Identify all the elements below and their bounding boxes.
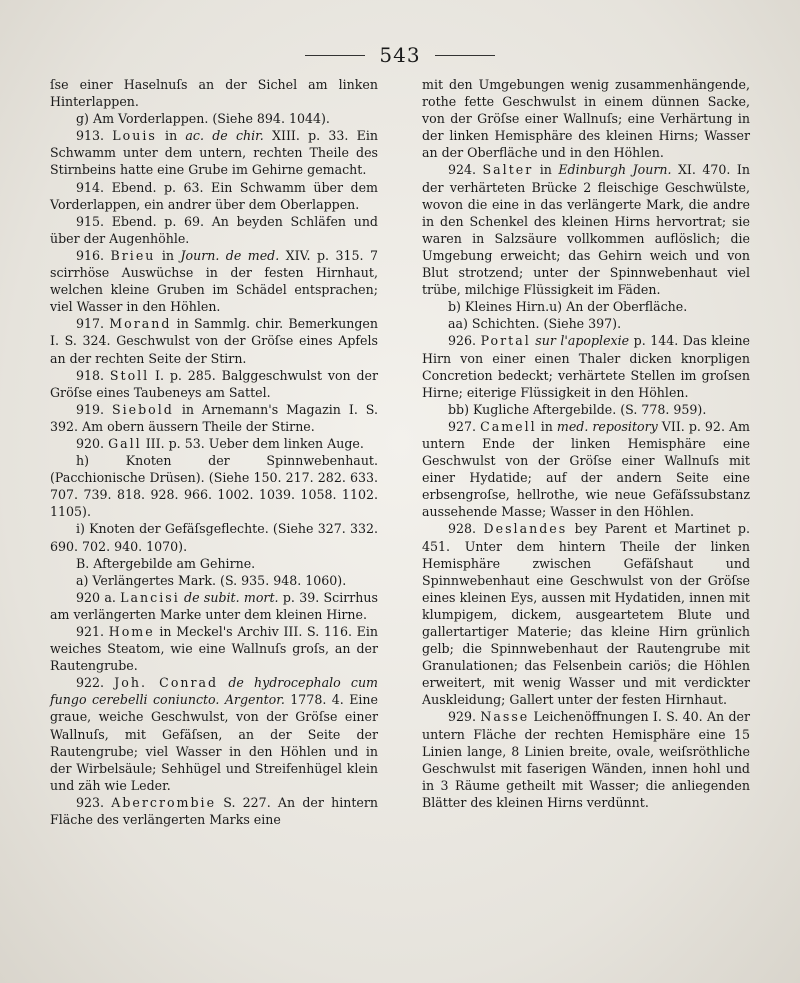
entry-author: Gall xyxy=(108,435,142,451)
entry-text: in xyxy=(155,247,181,263)
entry-paragraph xyxy=(50,127,378,178)
entry-citation: sur l'apoplexie xyxy=(535,333,630,349)
entry-paragraph xyxy=(50,589,378,623)
entry-author: Portal xyxy=(480,333,531,349)
entry-paragraph xyxy=(422,418,750,521)
entry-number: 921. xyxy=(76,624,105,639)
entry-text: in Meckel's Archiv III. S. 116. Ein weiches Steatom, wie eine Wallnuſs groſs, an der Rautengrube. xyxy=(50,624,378,674)
paragraph-text: h) Knoten der Spinnwebenhaut. (Pacchionische Drüsen). (Siehe 150. 217. 282. 633. 707. 739. 818. 928. 966. 1002. 1039. 1058. 1102. 1105). xyxy=(50,453,378,520)
entry-citation: med. repository xyxy=(556,418,658,434)
entry-number: 924. xyxy=(448,162,477,178)
entry-paragraph xyxy=(50,367,378,401)
entry-text: Ebend. p. 69. An beyden Schläfen und über der Augenhöhle. xyxy=(50,213,378,246)
section-heading xyxy=(422,315,750,332)
entry-text: I. p. 285. Balggeschwulst von der Gröſse eines Taubeneys am Sattel. xyxy=(50,367,378,400)
paragraph-text: mit den Umgebungen wenig zusammenhängende, rothe fette Geschwulst in einem dünnen Sacke, von der Gröſse einer Wallnuſs; eine Verhärtung in der linken Hemisphäre des kleinen Hirns; Wasser an der Oberfläche und in den Höhlen. xyxy=(422,77,750,161)
right-column xyxy=(422,76,750,811)
entry-author: Nasse xyxy=(480,709,530,725)
entry-number: 922. xyxy=(76,675,105,691)
continued-paragraph xyxy=(422,76,750,161)
entry-text: III. p. 53. Ueber dem linken Auge. xyxy=(141,435,364,451)
entry-author: Louis xyxy=(112,128,157,144)
entry-paragraph xyxy=(50,401,378,435)
entry-author: Siebold xyxy=(112,401,174,417)
paragraph-text: ſse einer Haselnuſs an der Sichel am linken Hinterlappen. xyxy=(50,77,378,110)
entry-citation: Journ. de med. xyxy=(180,247,280,263)
entry-number: 917. xyxy=(76,316,105,332)
entry-text: XIII. p. 33. Ein Schwamm unter dem untern, rechten Theile des Stirnbeins hatte eine Grube im Gehirne gemacht. xyxy=(50,128,378,178)
entry-author: Brieu xyxy=(110,247,156,263)
entry-text: Ebend. p. 63. Ein Schwamm über dem Vorderlappen, ein andrer über dem Oberlappen. xyxy=(50,179,378,212)
paragraph-text: i) Knoten der Gefäſsgeflechte. (Siehe 327. 332. 690. 702. 940. 1070). xyxy=(50,521,378,554)
entry-author: Deslandes xyxy=(483,521,568,537)
entry-text: in xyxy=(533,162,559,178)
paragraph-text: b) Kleines Hirn.u) An der Oberfläche. xyxy=(448,299,688,315)
entry-text: bey Parent et Martinet p. 451. Unter dem hintern Theile der linken Hemisphäre zwischen Gefäſshaut und Spinnwebenhaut eine Geschwulst von der Gröſse eines kleinen Eys, aussen mit Hydatiden, innen mit klumpigem, dickem, ausgeartetem Blute und gallertartiger Materie; das kleine Hirn grünlich gelb; die Spinnwebenhaut der Rautengrube mit Granulationen; das Felsenbein cariös; die Höhlen erweitert, mit wenig Wasser und mit verdickter Auskleidung; Gallert unter der festen Hirnhaut. xyxy=(422,521,750,708)
entry-number: 928. xyxy=(448,521,477,537)
entry-citation: de subit. mort. xyxy=(184,589,279,605)
entry-author: Camell xyxy=(480,418,537,434)
entry-number: 923. xyxy=(76,794,105,810)
entry-text: S. 227. An der hintern Fläche des verlängerten Marks eine xyxy=(50,794,378,828)
section-heading xyxy=(50,520,378,554)
entry-text: in Sammlg. chir. Bemerkungen I. S. 324. Geschwulst von der Gröſse eines Apfels an der rechten Seite der Stirn. xyxy=(50,316,378,366)
paragraph-text: aa) Schichten. (Siehe 397). xyxy=(448,316,622,332)
section-heading xyxy=(50,572,378,589)
entry-number: 920. xyxy=(76,435,105,451)
entry-text: 1778. 4. Eine graue, weiche Geschwulst, von der Gröſse einer Wallnuſs, mit Gefäſsen, an der Seite der Rautengrube; viel Wasser in den Höhlen und in der Wirbelsäule; Sehhügel und Streifenhügel klein und zäh wie Leder. xyxy=(50,692,378,793)
entry-citation: de hydrocephalo cum fungo cerebelli coniuncto. Argentor. xyxy=(50,675,378,708)
header-rule-left xyxy=(305,55,365,56)
entry-citation: Edinburgh Journ. xyxy=(558,162,672,178)
entry-author: Home xyxy=(108,624,155,639)
entry-number: 920 a. xyxy=(76,589,116,605)
entry-number: 913. xyxy=(76,128,105,144)
entry-author: Joh. Conrad xyxy=(114,675,219,691)
entry-paragraph xyxy=(422,520,750,708)
entry-text: in xyxy=(156,128,186,144)
entry-number: 915. xyxy=(76,213,105,229)
entry-text: in Arnemann's Magazin I. S. 392. Am obern äussern Theile der Stirne. xyxy=(50,401,378,434)
entry-citation: ac. de chir. xyxy=(185,128,264,144)
entry-text: p. 39. Scirrhus am verlängerten Marke unter dem kleinen Hirne. xyxy=(50,589,378,622)
entry-paragraph xyxy=(50,435,378,452)
entry-author: Abercrombie xyxy=(111,794,217,810)
entry-number: 929. xyxy=(448,709,477,725)
section-heading xyxy=(50,452,378,520)
entry-text xyxy=(218,675,228,690)
entry-number: 916. xyxy=(76,247,105,263)
entry-number: 926. xyxy=(448,333,477,349)
left-column xyxy=(50,76,378,828)
paragraph-text: a) Verlängertes Mark. (S. 935. 948. 1060). xyxy=(76,572,347,588)
entry-paragraph xyxy=(50,674,378,794)
page-number: 543 xyxy=(379,43,421,67)
entry-text: p. 144. Das kleine Hirn von einer einen Thaler dicken knorpligen Concretion bedeckt; verhärtete Stellen im groſsen Hirne; eiterige Flüssigkeit in den Höhlen. xyxy=(422,333,751,400)
entry-text: Leichenöffnungen I. S. 40. An der untern Fläche der rechten Hemisphäre eine 15 Linien lange, 8 Linien breite, ovale, weiſsröthliche Geschwulst mit faserigen Wänden, innen hohl und in 3 Räume getheilt mit Wasser; die anliegenden Blätter des kleinen Hirns verdünnt. xyxy=(422,709,750,810)
entry-number: 927. xyxy=(448,418,477,434)
continued-paragraph xyxy=(50,76,378,110)
entry-paragraph xyxy=(422,708,750,811)
entry-paragraph xyxy=(422,332,750,400)
entry-text: in xyxy=(536,418,557,434)
entry-number: 919. xyxy=(76,401,105,417)
section-heading xyxy=(50,110,378,127)
entry-paragraph xyxy=(422,161,750,298)
entry-author: Morand xyxy=(109,316,172,332)
entry-paragraph xyxy=(50,623,378,674)
entry-author: Lancisi xyxy=(120,589,180,605)
entry-author: Salter xyxy=(482,162,534,178)
entry-text: XIV. p. 315. 7 scirrhöse Auswüchse in der festen Hirnhaut, welchen kleine Gruben im Schädel entsprachen; viel Wasser in den Höhlen. xyxy=(50,247,378,315)
entry-paragraph xyxy=(50,213,378,247)
entry-text: XI. 470. In der verhärteten Brücke 2 fleischige Geschwülste, wovon die eine in das verlängerte Mark, die andre in den Schenkel des kleinen Hirns hervortrat; sie waren in Salzsäure vollkommen auflöslich; die Umgebung erweicht; das Gehirn weich und von Blut strotzend; unter der Spinnwebenhaut viel trübe, milchige Flüssigkeit im Fäden. xyxy=(422,162,750,298)
paragraph-text: bb) Kugliche Aftergebilde. (S. 778. 959). xyxy=(448,401,707,417)
paragraph-text: g) Am Vorderlappen. (Siehe 894. 1044). xyxy=(76,111,330,127)
entry-paragraph xyxy=(50,179,378,213)
entry-number: 914. xyxy=(76,179,105,195)
entry-paragraph xyxy=(50,247,378,315)
entry-paragraph xyxy=(50,315,378,366)
entry-text: VII. p. 92. Am untern Ende der linken Hemisphäre eine Geschwulst von der Gröſse einer Wallnuſs mit einer Hydatide; auf der andern Seite eine erbsengroſse, hellrothe, wie neue Gefäſssubstanz aussehende Masse; Wasser in den Höhlen. xyxy=(422,418,750,520)
section-heading xyxy=(422,298,750,315)
entry-paragraph xyxy=(50,794,378,828)
section-heading xyxy=(422,401,750,418)
page-header xyxy=(0,40,800,70)
paragraph-text: B. Aftergebilde am Gehirne. xyxy=(76,555,256,571)
header-rule-right xyxy=(435,55,495,56)
entry-author: Stoll xyxy=(109,367,150,383)
section-heading xyxy=(50,555,378,572)
entry-number: 918. xyxy=(76,367,105,383)
